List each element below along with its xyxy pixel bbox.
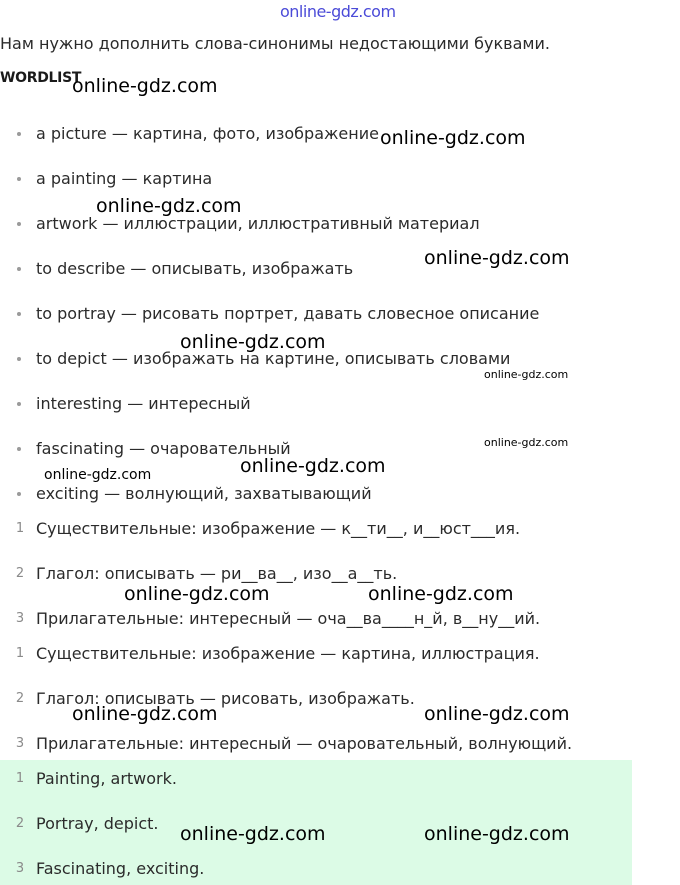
watermark: online-gdz.com [124, 583, 270, 605]
bullet-icon [17, 402, 21, 406]
bullet-icon [17, 357, 21, 361]
bullet-icon [17, 492, 21, 496]
item-number: 3 [15, 736, 25, 751]
list-item-text: a picture — картина, фото, изображение [36, 124, 379, 143]
watermark: online-gdz.com [484, 436, 569, 449]
item-number: 1 [15, 521, 25, 536]
list-item-text: to describe — описывать, изображать [36, 259, 354, 278]
item-number: 2 [15, 566, 25, 581]
list-item-text: a painting — картина [36, 169, 213, 188]
item-number: 3 [15, 861, 25, 876]
bullet-icon [17, 267, 21, 271]
list-item-text: Существительные: изображение — к__ти__, и__юст___ия. [36, 519, 521, 538]
list-item-text: interesting — интересный [36, 394, 251, 413]
watermark: online-gdz.com [180, 331, 326, 353]
bullet-icon [17, 132, 21, 136]
watermark: online-gdz.com [380, 127, 526, 149]
list-item-text: exciting — волнующий, захватывающий [36, 484, 372, 503]
watermark: online-gdz.com [72, 703, 218, 725]
watermark: online-gdz.com [424, 823, 570, 845]
bullet-icon [17, 312, 21, 316]
watermark: online-gdz.com [180, 823, 326, 845]
intro-text: Нам нужно дополнить слова-синонимы недостающими буквами. [0, 34, 550, 53]
list-item-text: to depict — изображать на картине, описывать словами [36, 349, 511, 368]
list-item-text: to portray — рисовать портрет, давать словесное описание [36, 304, 540, 323]
list-item-text: Fascinating, exciting. [36, 859, 205, 878]
watermark: online-gdz.com [424, 703, 570, 725]
bullet-icon [17, 177, 21, 181]
watermark: online-gdz.com [44, 467, 152, 483]
item-number: 2 [15, 816, 25, 831]
item-number: 3 [15, 611, 25, 626]
watermark: online-gdz.com [96, 195, 242, 217]
list-item-text: Существительные: изображение — картина, иллюстрация. [36, 644, 540, 663]
watermark: online-gdz.com [484, 368, 569, 381]
watermark: online-gdz.com [424, 247, 570, 269]
list-item-text: Portray, depict. [36, 814, 159, 833]
list-item-text: artwork — иллюстрации, иллюстративный материал [36, 214, 480, 233]
watermark: online-gdz.com [240, 455, 386, 477]
item-number: 1 [15, 771, 25, 786]
item-number: 2 [15, 691, 25, 706]
bullet-icon [17, 447, 21, 451]
list-item-text: Прилагательные: интересный — очаровательный, волнующий. [36, 734, 573, 753]
item-number: 1 [15, 646, 25, 661]
list-item-text: Глагол: описывать — ри__ва__, изо__а__ть. [36, 564, 398, 583]
list-item-text: fascinating — очаровательный [36, 439, 291, 458]
list-item-text: Глагол: описывать — рисовать, изображать. [36, 689, 415, 708]
list-item-text: Прилагательные: интересный — оча__ва____н_й, в__ну__ий. [36, 609, 541, 628]
watermark-top: online-gdz.com [280, 2, 396, 21]
list-item-text: Painting, artwork. [36, 769, 177, 788]
bullet-icon [17, 222, 21, 226]
watermark: online-gdz.com [72, 75, 218, 97]
wordlist-heading: WORDLIST [0, 70, 82, 86]
watermark: online-gdz.com [368, 583, 514, 605]
